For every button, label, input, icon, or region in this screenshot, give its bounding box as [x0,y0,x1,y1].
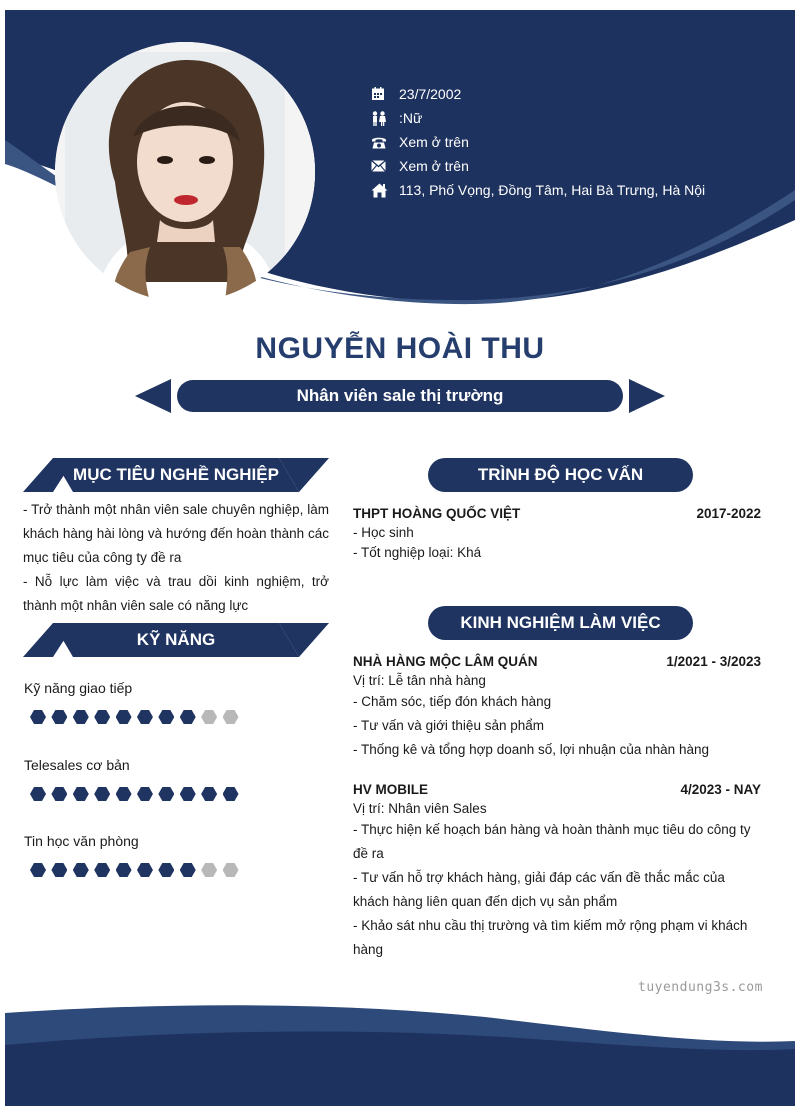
experience-line: - Thống kê và tổng hợp doanh số, lợi nhuận của nhàn hàng [353,742,709,757]
rating-dot-filled-icon [137,710,153,724]
experience-line: - Tư vấn hỗ trợ khách hàng, giải đáp các vấn đề thắc mắc của khách hàng liên quan đến dịch vụ sản phẩm [353,870,725,909]
cv-page [5,10,795,1106]
phone-text[interactable]: Xem ở trên [399,134,469,150]
rating-dot-empty-icon [201,710,217,724]
rating-dot-filled-icon [73,863,89,877]
experience-line: - Tư vấn và giới thiệu sản phẩm [353,718,544,733]
gender-icon [371,109,399,127]
contact-address [371,178,705,202]
contact-gender [371,106,705,130]
rating-dot-empty-icon [223,863,239,877]
rating-dot-filled-icon [94,787,110,801]
skill-name: Tin học văn phòng [24,833,139,849]
objective-line-1: - Trở thành một nhân viên sale chuyên nghiệp, làm khách hàng hài lòng và hướng đến hoàn thành các mục tiêu của công ty đề ra [23,502,329,565]
section-header-skills [23,623,329,657]
school-name: THPT HOÀNG QUỐC VIỆT [353,506,521,521]
education-line: - Học sinh [353,525,414,540]
rating-dot-filled-icon [73,787,89,801]
rating-dot-filled-icon [51,863,67,877]
calendar-icon [371,85,399,103]
contact-birthday [371,82,705,106]
company-name: NHÀ HÀNG MỘC LÂM QUÁN [353,654,538,669]
rating-dot-filled-icon [73,710,89,724]
rating-dot-filled-icon [116,710,132,724]
rating-dot-filled-icon [201,787,217,801]
home-icon [371,181,399,199]
birthday-text: 23/7/2002 [399,86,462,102]
rating-dot-filled-icon [180,710,196,724]
experience-line: - Thực hiện kế hoạch bán hàng và hoàn thành mục tiêu do công ty đề ra [353,822,751,861]
rating-dot-filled-icon [30,710,46,724]
skill-rating [30,863,244,877]
rating-dot-filled-icon [116,787,132,801]
company-name: HV MOBILE [353,782,429,797]
rating-dot-filled-icon [94,710,110,724]
job-title-ribbon [135,378,665,414]
phone-icon [371,133,399,151]
experience-line: - Khảo sát nhu cầu thị trường và tìm kiếm mở rộng phạm vi khách hàng [353,918,748,957]
skill-item [24,757,324,777]
rating-dot-empty-icon [223,710,239,724]
ribbon-right-arrow-icon [629,379,665,413]
experience-head [353,654,761,672]
skill-rating [30,787,244,801]
job-title: Nhân viên sale thị trường [177,380,623,412]
rating-dot-empty-icon [201,863,217,877]
watermark: tuyendung3s.com [638,980,763,995]
skill-rating [30,710,244,724]
rating-dot-filled-icon [51,787,67,801]
rating-dot-filled-icon [94,863,110,877]
experience-period: 4/2023 - NAY [680,782,761,797]
rating-dot-filled-icon [137,863,153,877]
skill-item [24,680,324,700]
email-text[interactable]: Xem ở trên [399,158,469,174]
objective-text [23,498,329,618]
experience-block [353,654,761,762]
rating-dot-filled-icon [116,863,132,877]
skill-name: Telesales cơ bản [24,757,130,773]
objective-line-2: - Nỗ lực làm việc và trau dồi kinh nghiệm, trở thành một nhân viên sale có năng lực [23,574,329,613]
section-header-education: TRÌNH ĐỘ HỌC VẤN [428,458,693,492]
skill-name: Kỹ năng giao tiếp [24,680,133,696]
rating-dot-filled-icon [158,863,174,877]
rating-dot-filled-icon [180,863,196,877]
rating-dot-filled-icon [51,710,67,724]
rating-dot-filled-icon [30,863,46,877]
experience-block [353,782,761,962]
rating-dot-filled-icon [158,710,174,724]
rating-dot-filled-icon [180,787,196,801]
section-header-experience: KINH NGHIỆM LÀM VIỆC [428,606,693,640]
ribbon-left-arrow-icon [135,379,171,413]
rating-dot-filled-icon [158,787,174,801]
rating-dot-filled-icon [30,787,46,801]
envelope-icon [371,157,399,175]
contact-email [371,154,705,178]
education-block [353,506,761,562]
contact-phone [371,130,705,154]
rating-dot-filled-icon [137,787,153,801]
profile-photo [55,42,315,302]
education-line: - Tốt nghiệp loại: Khá [353,545,482,560]
section-header-objective [23,458,329,492]
experience-line: - Chăm sóc, tiếp đón khách hàng [353,694,552,709]
education-head [353,506,761,524]
rating-dot-filled-icon [223,787,239,801]
experience-position: Vị trí: Lễ tân nhà hàng [353,673,486,688]
section-title-skills: KỸ NĂNG [136,630,216,649]
experience-period: 1/2021 - 3/2023 [666,654,761,669]
gender-text: :Nữ [399,110,423,126]
address-text: 113, Phố Vọng, Đồng Tâm, Hai Bà Trưng, Hà Nội [399,182,706,198]
education-period: 2017-2022 [696,506,761,521]
candidate-name: NGUYỄN HOÀI THU [255,332,545,365]
experience-head [353,782,761,800]
footer-background [5,1005,795,1106]
section-title-objective: MỤC TIÊU NGHỀ NGHIỆP [73,465,279,484]
contact-info [371,82,705,202]
experience-position: Vị trí: Nhân viên Sales [353,801,487,816]
skill-item [24,833,324,853]
